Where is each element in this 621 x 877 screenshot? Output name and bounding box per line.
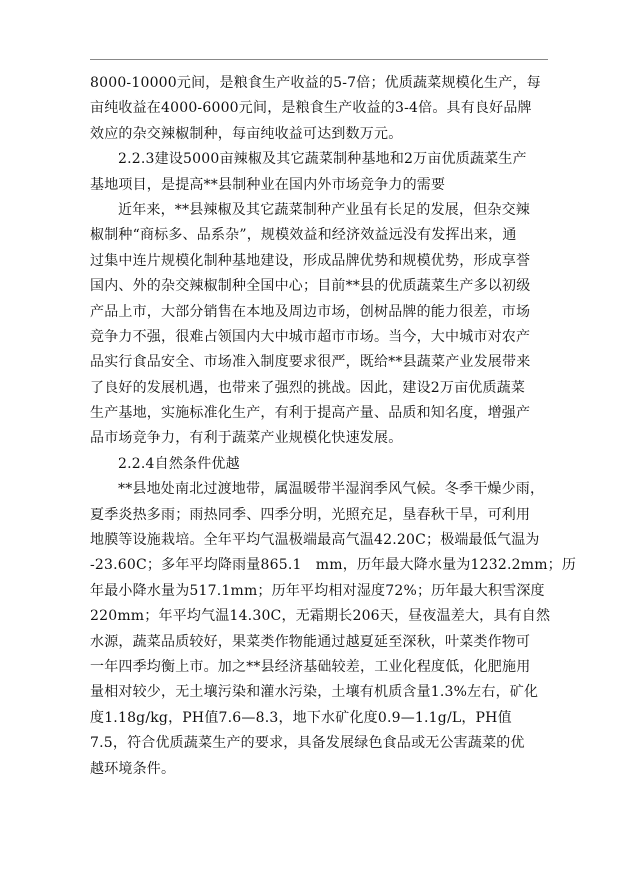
text-line: 量相对较少，无土壤污染和灌水污染，土壤有机质含量1.3%左右，矿化 [90, 684, 539, 701]
heading-line: 2.2.4自然条件优越 [118, 455, 240, 472]
text-line: 椒制种“商标多、品系杂”，规模效益和经济效益远没有发挥出来，通 [90, 227, 517, 244]
text-line: 过集中连片规模化制种基地建设，形成品牌优势和规模优势，形成享誉 [90, 252, 531, 269]
heading-line: 基地项目，是提高**县制种业在国内外市场竞争力的需要 [90, 176, 446, 193]
paragraph-income [90, 71, 550, 147]
paragraph-natural-conditions [90, 477, 577, 782]
text-line: 夏季炎热多雨；雨热同季、四季分明，光照充足，垦春秋干旱，可利用 [90, 506, 531, 523]
section-heading-2-2-3 [90, 147, 550, 198]
text-line: 度1.18g/kg，PH值7.6—8.3，地下水矿化度0.9—1.1g/L，PH值 [90, 709, 512, 726]
text-line: 生产基地，实施标准化生产，有利于提高产量、品质和知名度，增强产 [90, 405, 531, 422]
text-line: **县地处南北过渡地带，属温暖带半湿润季风气候。冬季干燥少雨， [118, 481, 545, 498]
text-line: 一年四季均衡上市。加之**县经济基础较差，工业化程度低，化肥施用 [90, 658, 531, 675]
text-line: 效应的杂交辣椒制种，每亩纯收益可达到数万元。 [90, 125, 403, 142]
text-line: 竞争力不强，很难占领国内大中城市超市市场。当今，大中城市对农产 [90, 328, 531, 345]
text-line: 水源，蔬菜品质较好，果菜类作物能通过越夏延至深秋，叶菜类作物可 [90, 633, 531, 650]
header-rule [90, 59, 548, 60]
section-heading-2-2-4 [90, 452, 550, 477]
text-line: 亩纯收益在4000-6000元间，是粮食生产收益的3-4倍。具有良好品牌 [90, 100, 532, 117]
heading-line: 2.2.3建设5000亩辣椒及其它蔬菜制种基地和2万亩优质蔬菜生产 [118, 151, 527, 168]
text-line: 年最小降水量为517.1mm；历年平均相对湿度72%；历年最大积雪深度 [90, 582, 545, 599]
text-line: 国内、外的杂交辣椒制种全国中心；目前**县的优质蔬菜生产多以初级 [90, 278, 531, 295]
text-line: 地膜等设施栽培。全年平均气温极端最高气温42.20C；极端最低气温为 [90, 532, 540, 549]
text-line: 品实行食品安全、市场准入制度要求很严，既给**县蔬菜产业发展带来 [90, 354, 531, 371]
text-line: 品市场竞争力，有利于蔬菜产业规模化快速发展。 [90, 430, 403, 447]
text-line: 越环境条件。 [90, 760, 176, 777]
text-line: 了良好的发展机遇，也带来了强烈的挑战。因此，建设2万亩优质蔬菜 [90, 379, 526, 396]
text-line: 220mm；年平均气温14.30C，无霜期长206天，昼夜温差大，具有自然 [90, 608, 551, 625]
text-line: -23.60C；多年平均降雨量865.1 mm，历年最大降水量为1232.2mm；历 [90, 557, 577, 574]
text-line: 产品上市，大部分销售在本地及周边市场，创树品牌的能力很差，市场 [90, 303, 531, 320]
document-body [90, 71, 577, 782]
text-line: 7.5，符合优质蔬菜生产的要求，具备发展绿色食品或无公害蔬菜的优 [90, 735, 525, 752]
paragraph-market-competition [90, 198, 550, 452]
text-line: 8000-10000元间，是粮食生产收益的5-7倍；优质蔬菜规模化生产，每 [90, 75, 541, 91]
text-line: 近年来，**县辣椒及其它蔬菜制种产业虽有长足的发展，但杂交辣 [118, 201, 530, 218]
